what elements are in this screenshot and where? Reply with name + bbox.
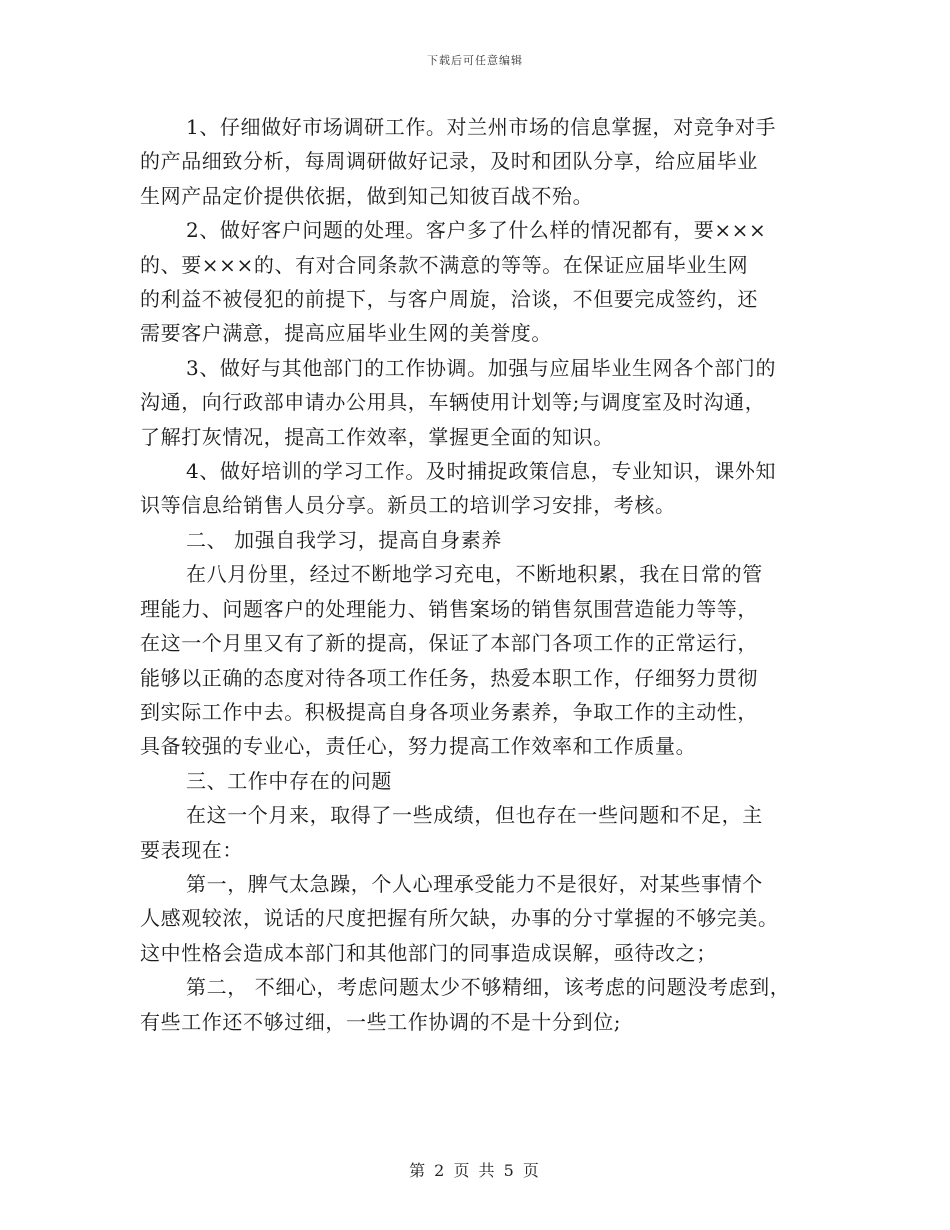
text-line: 识等信息给销售人员分享。新员工的培训学习安排，考核。 <box>140 493 676 518</box>
text-line: 这中性格会造成本部门和其他部门的同事造成误解，亟待改之； <box>140 940 717 965</box>
text-line: 2、做好客户问题的处理。客户多了什么样的情况都有，要××× <box>186 218 767 243</box>
text-line: 4、做好培训的学习工作。及时捕捉政策信息，专业知识，课外知 <box>186 459 777 484</box>
page-header: 下载后可任意编辑 <box>427 54 523 67</box>
text-line: 沟通，向行政部申请办公用具，车辆使用计划等;与调度室及时沟通， <box>140 390 766 415</box>
section-heading: 三、工作中存在的问题 <box>186 768 392 793</box>
text-line: 的、要×××的、有对合同条款不满意的等等。在保证应届毕业生网 <box>140 252 749 277</box>
text-line: 在八月份里，经过不断地学习充电，不断地积累，我在日常的管 <box>186 562 763 587</box>
text-line: 第二， 不细心，考虑问题太少不够精细，该考虑的问题没考虑到， <box>186 975 791 1000</box>
text-line: 在这一个月里又有了新的提高，保证了本部门各项工作的正常运行， <box>140 631 758 656</box>
text-line: 能够以正确的态度对待各项工作任务，热爱本职工作，仔细努力贯彻 <box>140 665 758 690</box>
text-line: 具备较强的专业心，责任心，努力提高工作效率和工作质量。 <box>140 734 697 759</box>
text-line: 1、仔细做好市场调研工作。对兰州市场的信息掌握，对竞争对手 <box>186 115 777 139</box>
text-line: 了解打灰情况，提高工作效率，掌握更全面的知识。 <box>140 424 614 449</box>
text-line: 生网产品定价提供依据，做到知己知彼百战不殆。 <box>140 183 594 208</box>
body-text <box>140 110 812 1039</box>
text-line: 需要客户满意，提高应届毕业生网的美誉度。 <box>140 321 552 346</box>
text-line: 理能力、问题客户的处理能力、销售案场的销售氛围营造能力等等， <box>140 596 758 621</box>
text-line: 在这一个月来，取得了一些成绩，但也存在一些问题和不足，主 <box>186 803 763 828</box>
text-line: 的产品细致分析，每周调研做好记录，及时和团队分享，给应届毕业 <box>140 149 758 174</box>
text-line: 要表现在： <box>140 837 243 862</box>
text-line: 第一，脾气太急躁，个人心理承受能力不是很好，对某些事情个 <box>186 871 763 896</box>
text-line: 到实际工作中去。积极提高自身各项业务素养，争取工作的主动性， <box>140 699 758 724</box>
text-line: 有些工作还不够过细，一些工作协调的不是十分到位; <box>140 1009 622 1034</box>
document-body <box>140 110 812 1039</box>
page-footer: 第 2 页 共 5 页 <box>409 1161 541 1180</box>
text-line: 3、做好与其他部门的工作协调。加强与应届毕业生网各个部门的 <box>186 355 777 380</box>
section-heading: 二、 加强自我学习，提高自身素养 <box>186 527 502 552</box>
text-line: 的利益不被侵犯的前提下，与客户周旋，洽谈，不但要完成签约，还 <box>140 287 758 312</box>
text-line: 人感观较浓，说话的尺度把握有所欠缺，办事的分寸掌握的不够完美。 <box>140 906 779 931</box>
